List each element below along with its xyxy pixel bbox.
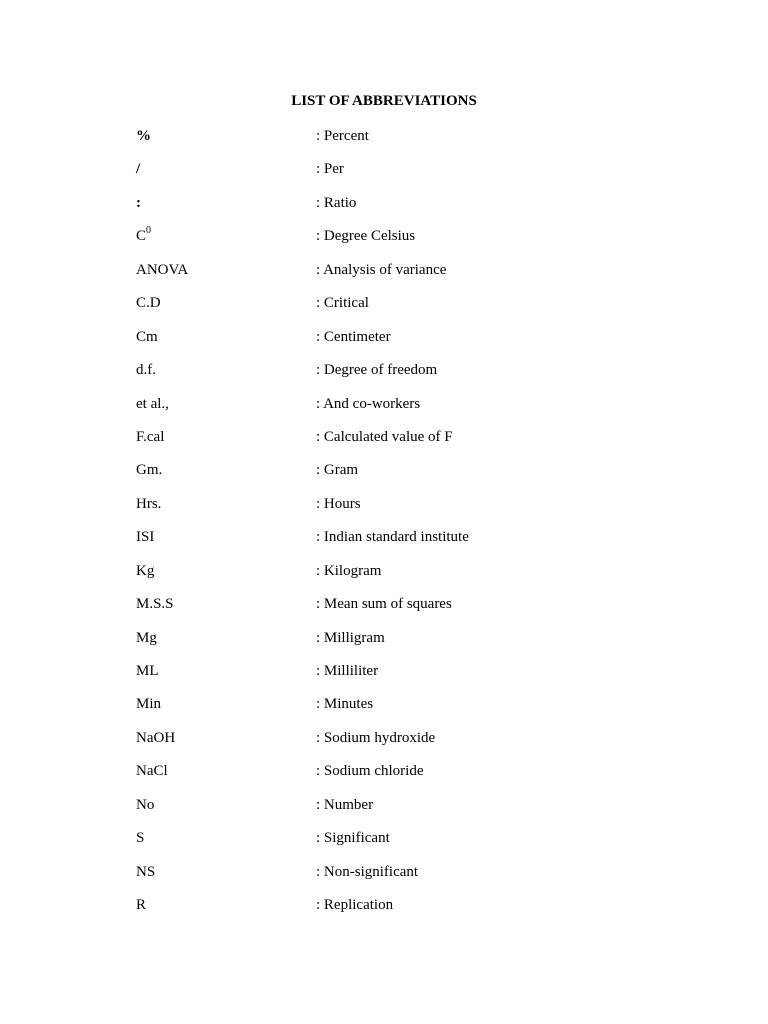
abbreviation-definition: : Critical	[316, 295, 369, 312]
abbreviation-term-text: et al.,	[136, 395, 169, 412]
abbreviation-term	[136, 124, 151, 148]
abbreviation-term	[136, 291, 161, 315]
abbreviation-term-text: Mg	[136, 629, 157, 646]
abbreviation-row	[0, 692, 768, 725]
abbreviation-term	[136, 458, 162, 482]
abbreviation-definition: : Centimeter	[316, 328, 391, 345]
abbreviation-term-text: Hrs.	[136, 495, 162, 512]
abbreviation-definition: : And co-workers	[316, 395, 421, 412]
abbreviation-definition: : Mean sum of squares	[316, 596, 452, 613]
abbreviation-row	[0, 492, 768, 525]
abbreviation-term-text: C.D	[136, 295, 161, 312]
abbreviation-definition: : Degree Celsius	[316, 228, 416, 245]
abbreviation-term-text: Kg	[136, 562, 155, 579]
abbreviation-row	[0, 626, 768, 659]
abbreviation-term	[136, 826, 144, 850]
abbreviation-term	[136, 492, 161, 516]
abbreviation-term	[136, 893, 146, 917]
abbreviation-row	[0, 392, 768, 425]
abbreviation-row	[0, 826, 768, 859]
abbreviation-term	[136, 325, 158, 349]
abbreviation-row	[0, 659, 768, 692]
abbreviation-definition: : Replication	[316, 897, 394, 914]
abbreviation-definition: : Percent	[316, 128, 369, 144]
abbreviation-term-text: /	[136, 161, 141, 178]
abbreviation-row	[0, 224, 768, 257]
abbreviation-definition: : Degree of freedom	[316, 362, 438, 379]
abbreviation-row	[0, 592, 768, 625]
abbreviation-definition: : Non-significant	[316, 863, 419, 880]
abbreviation-definition: : Kilogram	[316, 562, 382, 579]
abbreviation-term-text: d.f.	[136, 362, 156, 379]
abbreviation-list	[0, 124, 768, 927]
abbreviation-definition: : Significant	[316, 830, 390, 847]
abbreviation-term	[136, 592, 174, 616]
abbreviation-term-text: NS	[136, 863, 156, 880]
abbreviation-definition: : Number	[316, 796, 374, 813]
abbreviation-definition: : Sodium chloride	[316, 763, 424, 780]
abbreviation-term-text: ISI	[136, 529, 155, 546]
abbreviation-definition: : Calculated value of F	[316, 428, 453, 445]
abbreviation-term-text: %	[136, 128, 151, 144]
abbreviation-term	[136, 659, 159, 683]
abbreviation-definition: : Hours	[316, 495, 361, 512]
abbreviation-term-text: Min	[136, 696, 162, 713]
abbreviation-definition: : Gram	[316, 462, 359, 479]
abbreviation-row	[0, 425, 768, 458]
abbreviation-term	[136, 392, 169, 416]
abbreviation-row	[0, 358, 768, 391]
abbreviation-term-text: NaCl	[136, 763, 168, 780]
abbreviation-term-text: Cm	[136, 328, 158, 345]
abbreviation-definition: : Milligram	[316, 629, 385, 646]
abbreviation-term	[136, 726, 175, 750]
abbreviation-term	[136, 626, 157, 650]
abbreviation-term	[136, 425, 164, 449]
abbreviation-row	[0, 559, 768, 592]
abbreviation-term-text: ML	[136, 663, 159, 679]
abbreviation-row	[0, 759, 768, 792]
abbreviation-term	[136, 860, 155, 884]
abbreviation-term	[136, 793, 154, 817]
abbreviation-definition: : Indian standard institute	[316, 529, 469, 546]
abbreviation-term	[136, 258, 188, 282]
abbreviation-row	[0, 458, 768, 491]
abbreviation-term-text: R	[136, 897, 147, 914]
abbreviation-row	[0, 325, 768, 358]
abbreviation-row	[0, 893, 768, 926]
abbreviation-definition: : Minutes	[316, 696, 374, 713]
abbreviation-row	[0, 726, 768, 759]
abbreviation-row	[0, 258, 768, 291]
abbreviation-row	[0, 191, 768, 224]
abbreviation-row	[0, 157, 768, 190]
abbreviation-term-text: ANOVA	[136, 261, 189, 278]
abbreviation-row	[0, 860, 768, 893]
abbreviation-definition: : Analysis of variance	[316, 261, 447, 278]
abbreviation-term-text: M.S.S	[136, 596, 174, 613]
abbreviation-term-text: C	[136, 228, 147, 245]
abbreviation-term	[136, 191, 141, 215]
abbreviation-definition: : Ratio	[316, 194, 357, 211]
abbreviation-definition: : Milliliter	[316, 663, 379, 679]
abbreviation-superscript: 0	[146, 225, 152, 237]
page-title: LIST OF ABBREVIATIONS	[291, 93, 477, 109]
abbreviation-row	[0, 291, 768, 324]
abbreviation-term-text: :	[136, 194, 141, 211]
abbreviation-term-text: F.cal	[136, 428, 165, 445]
abbreviation-definition: : Sodium hydroxide	[316, 729, 436, 746]
abbreviation-term-text: Gm.	[136, 462, 163, 479]
abbreviation-term	[136, 559, 154, 583]
abbreviation-row	[0, 124, 768, 157]
abbreviation-term	[136, 224, 151, 248]
abbreviation-term-text: NaOH	[136, 729, 176, 746]
abbreviation-term	[136, 759, 168, 783]
abbreviation-definition: : Per	[316, 161, 344, 178]
abbreviation-row	[0, 525, 768, 558]
abbreviation-term-text: No	[136, 796, 155, 813]
abbreviation-row	[0, 793, 768, 826]
abbreviation-term	[136, 358, 156, 382]
abbreviation-term	[136, 692, 161, 716]
abbreviation-term-text: S	[136, 830, 145, 847]
abbreviation-term	[136, 525, 154, 549]
abbreviation-term	[136, 157, 140, 181]
